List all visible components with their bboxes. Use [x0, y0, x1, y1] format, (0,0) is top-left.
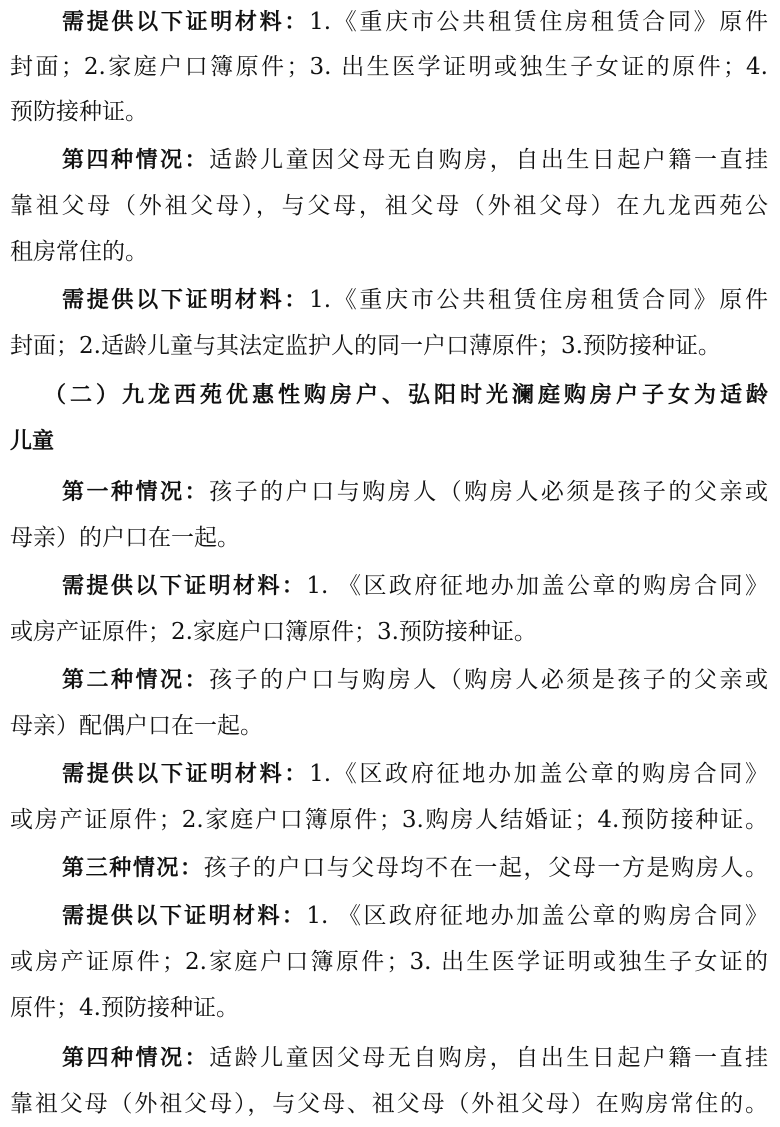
bold-lead: 需提供以下证明材料： [62, 762, 310, 787]
paragraph-line: 需提供以下证明材料：1.《重庆市公共租赁住房租赁合同》原件 [62, 9, 768, 35]
bold-lead: 第四种情况： [62, 148, 210, 173]
bold-lead: 第一种情况： [62, 480, 210, 505]
bold-lead: 第三种情况： [62, 856, 204, 881]
paragraph-line: 租房常住的。 [10, 239, 148, 265]
paragraph-line: 第二种情况：孩子的户口与购房人（购房人必须是孩子的父亲或 [62, 667, 768, 693]
bold-lead: 第四种情况： [62, 1046, 210, 1071]
paragraph-line: 第四种情况：适龄儿童因父母无自购房，自出生日起户籍一直挂 [62, 1045, 768, 1071]
paragraph-line: 需提供以下证明材料：1.《区政府征地办加盖公章的购房合同》 [62, 761, 768, 787]
paragraph-line: 需提供以下证明材料：1.《重庆市公共租赁住房租赁合同》原件 [62, 287, 768, 313]
paragraph-line: 封面；2.适龄儿童与其法定监护人的同一户口薄原件；3.预防接种证。 [10, 333, 721, 359]
paragraph-line: 母亲）的户口在一起。 [10, 525, 240, 551]
paragraph-line: 需提供以下证明材料：1. 《区政府征地办加盖公章的购房合同》 [62, 903, 768, 929]
paragraph-line: 第三种情况：孩子的户口与父母均不在一起，父母一方是购房人。 [62, 855, 768, 881]
section-heading: （二）九龙西苑优惠性购房户、弘阳时光澜庭购房户子女为适龄 [44, 383, 768, 408]
bold-lead: 需提供以下证明材料： [62, 10, 310, 35]
bold-lead: 需提供以下证明材料： [62, 574, 307, 599]
bold-lead: 需提供以下证明材料： [62, 904, 307, 929]
paragraph-line: 靠祖父母（外祖父母），与父母，祖父母（外祖父母）在九龙西苑公 [10, 193, 768, 219]
paragraph-line: 母亲）配偶户口在一起。 [10, 713, 263, 739]
paragraph-line: 封面；2.家庭户口簿原件；3. 出生医学证明或独生子女证的原件；4. [10, 54, 768, 80]
paragraph-line: 第四种情况：适龄儿童因父母无自购房，自出生日起户籍一直挂 [62, 147, 768, 173]
section-heading: 儿童 [10, 429, 55, 454]
paragraph-line: 靠祖父母（外祖父母），与父母、祖父母（外祖父母）在购房常住的。 [10, 1091, 768, 1117]
paragraph-line: 或房产证原件；2.家庭户口簿原件；3. 出生医学证明或独生子女证的 [10, 949, 768, 975]
paragraph-line: 第一种情况：孩子的户口与购房人（购房人必须是孩子的父亲或 [62, 479, 768, 505]
paragraph-line: 或房产证原件；2.家庭户口簿原件；3.预防接种证。 [10, 619, 537, 645]
paragraph-line: 需提供以下证明材料：1. 《区政府征地办加盖公章的购房合同》 [62, 573, 768, 599]
paragraph-line: 或房产证原件；2.家庭户口簿原件；3.购房人结婚证；4.预防接种证。 [10, 807, 768, 833]
bold-lead: 第二种情况： [62, 668, 210, 693]
bold-lead: 需提供以下证明材料： [62, 288, 310, 313]
paragraph-line: 原件；4.预防接种证。 [10, 995, 239, 1021]
paragraph-line: 预防接种证。 [10, 99, 148, 125]
